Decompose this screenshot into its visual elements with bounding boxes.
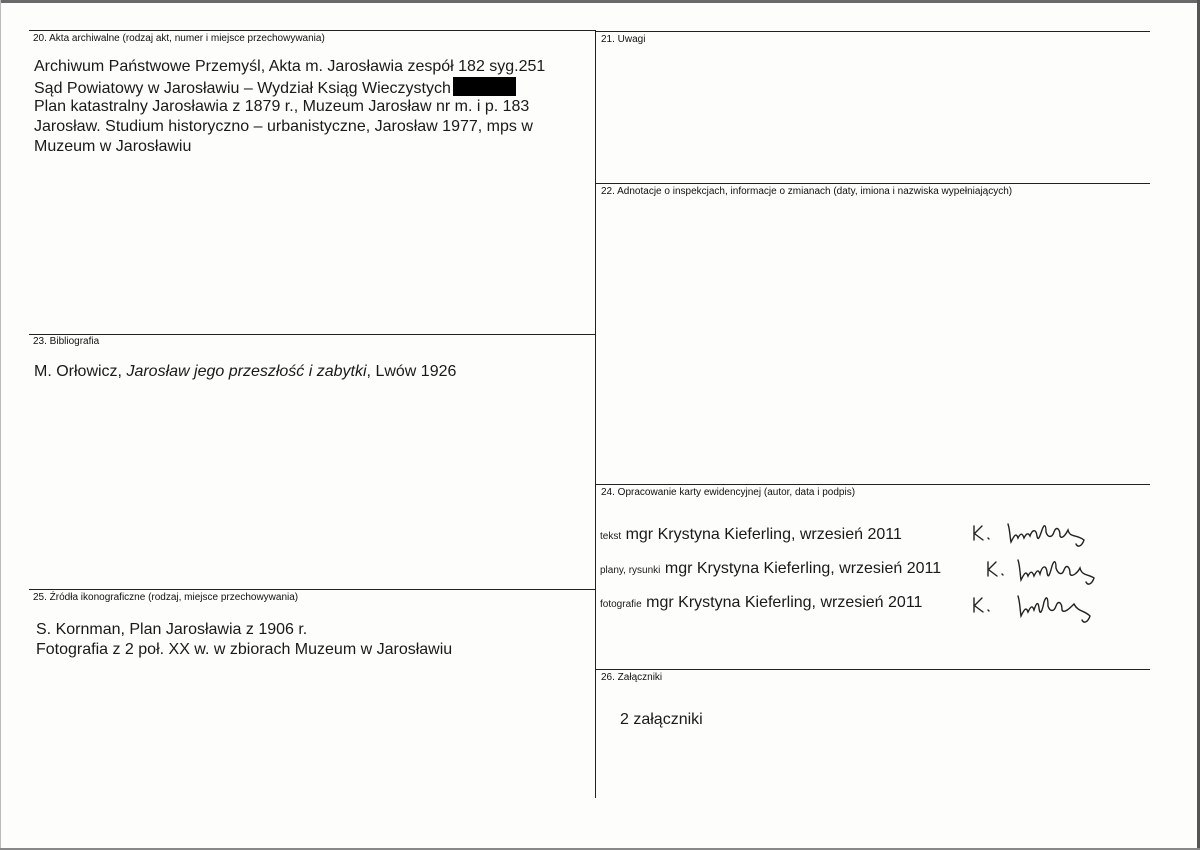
redaction-block — [453, 77, 516, 96]
author-row-text-prefix: tekst — [600, 531, 622, 542]
section-24-label: 24. Opracowanie karty ewidencyjnej (autor, data i podpis) — [601, 487, 856, 498]
author-row-text-value: mgr Krystyna Kieferling, wrzesień 2011 — [625, 526, 902, 543]
author-row-photos-prefix: fotografie — [600, 599, 642, 610]
rule-22 — [596, 183, 1150, 184]
rule-26 — [596, 669, 1150, 670]
section-20-line-1: Archiwum Państwowe Przemyśl, Akta m. Jarosławia zespół 182 syg.251 — [34, 58, 546, 75]
section-25-line-2: Fotografia z 2 poł. XX w. w zbiorach Muzeum w Jarosławiu — [36, 641, 453, 658]
author-row-drawings-value: mgr Krystyna Kieferling, wrzesień 2011 — [664, 560, 942, 577]
section-22-label: 22. Adnotacje o inspekcjach, informacje o zmianach (daty, imiona i nazwiska wypełniających) — [601, 186, 1013, 197]
signature-3 — [966, 588, 1116, 628]
rule-23 — [29, 334, 595, 335]
author-row-text — [600, 525, 902, 547]
rule-top-right — [596, 31, 1150, 32]
scan-edge-left — [0, 0, 1, 850]
section-25-label: 25. Źródła ikonograficzne (rodzaj, miejsce przechowywania) — [33, 592, 299, 603]
bibliography-title: Jarosław jego przeszłość i zabytki — [126, 363, 367, 380]
author-row-photos-value: mgr Krystyna Kieferling, wrzesień 2011 — [646, 594, 923, 611]
bibliography-entry — [34, 362, 456, 382]
bibliography-author: M. Orłowicz, — [34, 363, 127, 380]
center-divider — [595, 30, 596, 798]
signature-1 — [966, 516, 1106, 552]
section-20-line-2 — [34, 77, 516, 99]
section-20-line-2-text: Sąd Powiatowy w Jarosławiu – Wydział Ksiąg Wieczystych — [34, 80, 451, 97]
author-row-drawings — [600, 559, 941, 581]
author-row-photos — [600, 593, 922, 615]
rule-24 — [596, 484, 1150, 485]
rule-top-left — [29, 30, 595, 31]
bibliography-rest: , Lwów 1926 — [366, 363, 457, 380]
section-20-label: 20. Akta archiwalne (rodzaj akt, numer i miejsce przechowywania) — [33, 33, 325, 44]
signature-2 — [982, 554, 1112, 590]
attachments-value: 2 załączniki — [620, 711, 703, 728]
section-25-line-1: S. Kornman, Plan Jarosławia z 1906 r. — [36, 621, 308, 638]
author-row-drawings-prefix: plany, rysunki — [600, 565, 661, 576]
section-26-label: 26. Załączniki — [601, 672, 663, 683]
section-20-line-3: Plan katastralny Jarosławia z 1879 r., Muzeum Jarosław nr m. i p. 183 — [34, 98, 530, 115]
section-21-label: 21. Uwagi — [601, 34, 646, 45]
scan-edge-top — [0, 0, 1200, 3]
section-23-label: 23. Bibliografia — [33, 336, 100, 347]
rule-25 — [29, 589, 595, 590]
section-20-line-5: Muzeum w Jarosławiu — [34, 138, 192, 155]
section-20-line-4: Jarosław. Studium historyczno – urbanistyczne, Jarosław 1977, mps w — [34, 118, 533, 135]
